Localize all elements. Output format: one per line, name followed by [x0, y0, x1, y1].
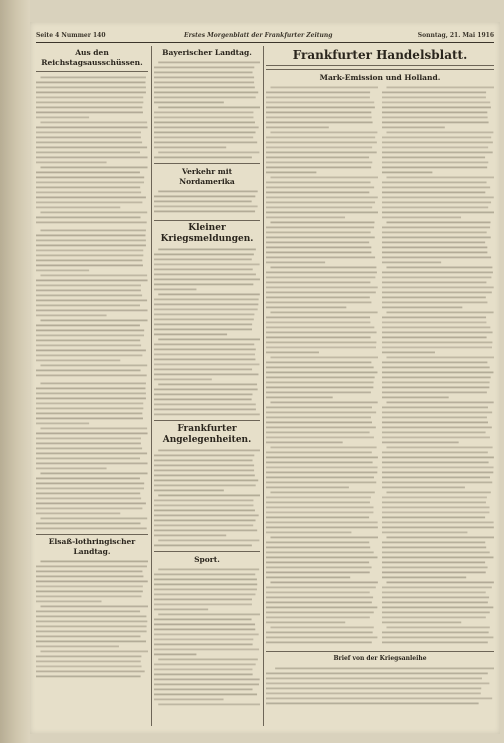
section-title: Frankfurter Handelsblatt.	[292, 48, 468, 62]
body-text	[154, 189, 260, 217]
column-rule	[151, 46, 152, 726]
article-heading: Verkehr mit Nordamerika	[179, 166, 235, 186]
body-text	[382, 85, 494, 645]
column-rule	[263, 46, 264, 726]
newspaper-page	[30, 22, 500, 734]
divider	[36, 534, 148, 535]
body-text	[154, 448, 260, 548]
article-heading: Frankfurter Angelegenheiten.	[162, 424, 252, 446]
divider	[154, 163, 260, 164]
divider	[154, 220, 260, 221]
column-2	[154, 46, 260, 726]
column-3	[266, 46, 494, 726]
sub-columns	[266, 85, 494, 648]
divider	[36, 71, 148, 72]
body-text	[266, 666, 494, 706]
body-text	[36, 75, 148, 225]
body-text	[36, 559, 148, 679]
body-text	[154, 247, 260, 417]
article-heading: Brief von der Kriegsanleihe	[333, 655, 427, 663]
article-heading: Elsaß-lothringischer Landtag.	[48, 537, 136, 557]
divider	[154, 551, 260, 552]
issue-date: Sonntag, 21. Mai 1916	[417, 32, 494, 39]
article-heading: Mark-Emission und Holland.	[319, 72, 441, 82]
article-heading: Kleiner Kriegsmeldungen.	[160, 223, 254, 245]
page-header	[36, 30, 494, 43]
body-text	[36, 381, 148, 531]
page-number: Seite 4 Nummer 140	[36, 32, 106, 39]
column-1	[36, 46, 148, 726]
body-text	[154, 60, 260, 160]
book-spine	[0, 0, 30, 743]
body-text	[266, 85, 378, 645]
article-heading: Aus den Reichstagsausschüssen.	[41, 48, 143, 67]
divider	[266, 65, 494, 70]
masthead: Erstes Morgenblatt der Frankfurter Zeitung	[184, 32, 333, 39]
body-text	[36, 228, 148, 378]
body-text	[154, 567, 260, 707]
divider	[154, 420, 260, 421]
article-heading: Bayerischer Landtag.	[162, 48, 252, 57]
divider	[266, 651, 494, 652]
article-heading: Sport.	[194, 554, 220, 564]
